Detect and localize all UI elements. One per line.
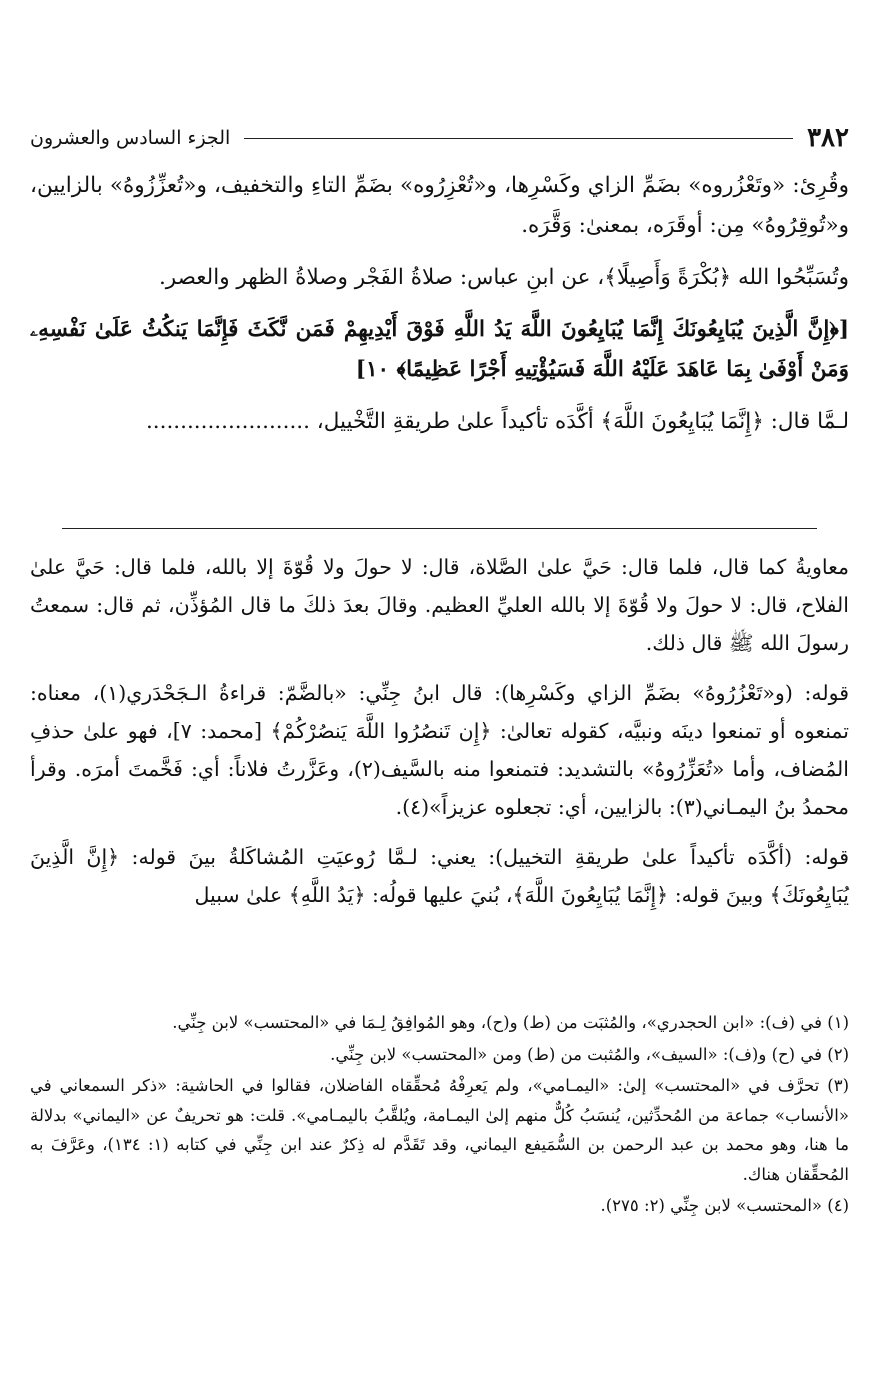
main-paragraph: وتُسَبِّحُوا الله ﴿بُكْرَةً وَأَصِيلًا﴾، عن ابنِ عباس: صلاةُ الفَجْر وصلاةُ الظهر والعصر. (158, 265, 849, 290)
main-paragraph: وقُرِئ: «وتَعْزُروه» بضَمِّ الزاي وكَسْرِها، و«تُعْزِرُوه» بضَمِّ التاءِ والتخفيف، و«تُعزِّزُوهُ» بالزايين، و«تُوقِرُوهُ» مِن: أوقَرَه، بمعنىٰ: وَقَّرَه. (30, 173, 849, 238)
text-separator (62, 528, 817, 529)
footnote: (٣) تحرَّف في «المحتسب» إلىٰ: «اليمـامي»، ولم يَعرِفْهُ مُحقِّقاه الفاضلان، فقالوا في الحاشية: «ذكر السمعاني في «الأنساب» جماعة من المُحدِّثين، يُنسَبُ كُلٌّ منهم إلىٰ اليمـامة، ويُلقَّبُ باليمـامي». قلت: هو تحريفٌ عن «اليماني» بدلالة ما هنا، وهو محمد بن عبد الرحمن بن السُّمَيفع اليماني، وقد تَقَدَّم له ذِكرٌ عند ابن جِنِّي في كتابه (١: ١٣٤)، وعَرَّفَ به المُحقِّقان هناك. (30, 1076, 849, 1184)
footnote: (٤) «المحتسب» لابن جِنِّي (٢: ٢٧٥). (600, 1196, 849, 1215)
header-rule (244, 138, 793, 139)
commentary-text (30, 548, 849, 926)
footnote: (١) في (ف): «ابن الحجدري»، والمُثبَت من (ط) و(ح)، وهو المُوافِقُ لِـمَا في «المحتسب» لابن جِنِّي. (172, 1013, 849, 1032)
page-number: ٣٨٢ (807, 123, 849, 153)
commentary-paragraph: معاويةُ كما قال، فلما قال: حَيَّ علىٰ الصَّلاة، قال: لا حولَ ولا قُوّةَ إلا بالله، فلما قال: حَيَّ علىٰ الفلاح، قال: لا حولَ ولا قُوّةَ إلا بالله العليِّ العظيم. وقالَ بعدَ ذلكَ ما قال المُؤذِّن، ثم قال: سمعتُ رسولَ الله ﷺ قال ذلك. (30, 555, 849, 655)
quran-verse-block: [﴿إِنَّ الَّذِينَ يُبَايِعُونَكَ إِنَّمَا يُبَايِعُونَ اللَّهَ يَدُ اللَّهِ فَوْقَ أَيْدِيهِمْ فَمَن نَّكَثَ فَإِنَّمَا يَنكُثُ عَلَىٰ نَفْسِهِۦ وَمَنْ أَوْفَىٰ بِمَا عَاهَدَ عَلَيْهُ اللَّهَ فَسَيُؤْتِيهِ أَجْرًا عَظِيمًا﴾ ١٠] (30, 317, 849, 382)
commentary-paragraph: قوله: (و«تَعْزُرُوهُ» بضَمِّ الزاي وكَسْرِها): قال ابنُ جِنِّي: «بالضَّمّ: قراءةُ الـجَحْدَري(١)، معناه: تمنعوه أو تمنعوا دينَه ونبيَّه، كقوله تعالىٰ: ﴿إِن تَنصُرُوا اللَّهَ يَنصُرْكُمْ﴾ [محمد: ٧]، فهو علىٰ حذفِ المُضاف، وأما «تُعَزِّرُوهُ» بالتشديد: فتمنعوا منه بالسَّيف(٢)، وعَزَّرتُ فلاناً: أي: فَخَّمتَ أمرَه. وقرأ محمدُ بنُ اليمـاني(٣): بالزايين، أي: تجعلوه عزيزاً»(٤). (30, 681, 849, 819)
footnotes (30, 1008, 849, 1223)
footnote: (٢) في (ح) و(ف): «السيف»، والمُثبت من (ط) ومن «المحتسب» لابن جِنِّي. (330, 1044, 849, 1064)
running-title: الجزء السادس والعشرون (30, 127, 231, 149)
commentary-paragraph: قوله: (أكَّدَه تأكيداً علىٰ طريقةِ التخييل): يعني: لـمَّا رُوعيَتِ المُشاكَلةُ بينَ قوله: ﴿إِنَّ الَّذِينَ يُبَايِعُونَكَ﴾ وبينَ قوله: ﴿إِنَّمَا يُبَايِعُونَ اللَّهَ﴾، بُنيَ عليها قولُه: ﴿يَدُ اللَّهِ﴾ علىٰ سبيل (30, 845, 849, 907)
main-text (30, 166, 849, 442)
page-header (30, 118, 849, 158)
main-paragraph: لـمَّا قال: ﴿إِنَّمَا يُبَايِعُونَ اللَّهَ﴾ أكَّدَه تأكيداً علىٰ طريقةِ التَّخْييل، ........................ (145, 409, 849, 434)
